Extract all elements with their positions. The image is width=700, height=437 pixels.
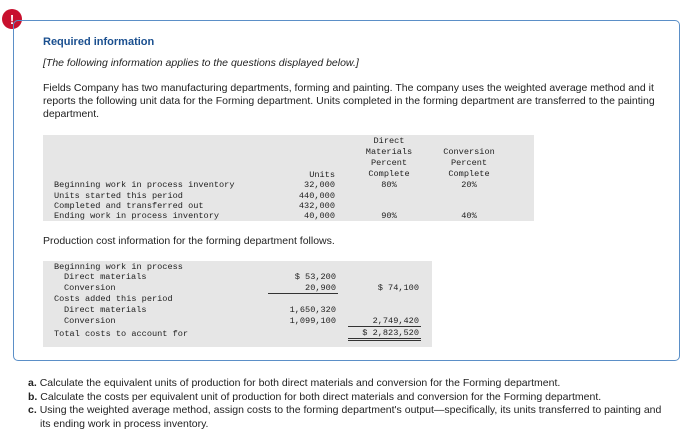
questions-list — [28, 377, 668, 431]
total-costs-label: Total costs to account for — [54, 329, 189, 339]
beginning-wip-label: Beginning work in process — [54, 262, 183, 272]
total-rule-1 — [348, 338, 421, 339]
add-conv-label: Conversion — [64, 316, 116, 326]
question-letter: b. — [28, 390, 38, 403]
question-b — [28, 391, 668, 405]
row-units: 40,000 — [304, 211, 335, 221]
header-conv-2: Percent — [450, 158, 488, 168]
cost-section-label: Production cost information for the forming department follows. — [43, 235, 335, 247]
question-letter: a. — [28, 377, 37, 389]
question-c — [28, 404, 668, 431]
row-conv: 40% — [461, 211, 477, 221]
question-text: Calculate the equivalent units of production for both direct materials and conversion for the Forming department. — [39, 377, 561, 389]
add-total-value: 2,749,420 — [372, 316, 419, 326]
row-dm: 90% — [381, 211, 397, 221]
total-costs-value: $ 2,823,520 — [362, 328, 419, 338]
question-letter: c. — [28, 404, 37, 416]
beg-dm-label: Direct materials — [64, 272, 147, 282]
row-dm: 80% — [381, 180, 397, 190]
row-label: Beginning work in process inventory — [54, 180, 235, 190]
row-units: 432,000 — [298, 201, 335, 211]
row-label: Units started this period — [54, 191, 183, 201]
add-dm-label: Direct materials — [64, 305, 147, 315]
header-conv-3: Complete — [448, 169, 490, 179]
header-dm-2: Materials — [365, 147, 413, 157]
beg-subtotal-rule — [268, 293, 338, 294]
row-label: Completed and transferred out — [54, 201, 204, 211]
add-total-rule — [348, 326, 421, 327]
header-dm-1: Direct — [373, 136, 405, 146]
add-conv-value: 1,099,100 — [289, 316, 336, 326]
required-information-title: Required information — [43, 36, 155, 48]
added-label: Costs added this period — [54, 294, 173, 304]
header-dm-3: Percent — [370, 158, 408, 168]
row-units: 440,000 — [298, 191, 335, 201]
header-conv-1: Conversion — [443, 147, 495, 157]
row-label: Ending work in process inventory — [54, 211, 220, 221]
question-a — [28, 377, 668, 391]
add-dm-value: 1,650,320 — [289, 305, 336, 315]
required-information-card — [13, 20, 680, 361]
row-units: 32,000 — [304, 180, 335, 190]
beg-total-value: $ 74,100 — [377, 283, 419, 293]
total-rule-2 — [348, 340, 421, 341]
header-units: Units — [309, 170, 335, 180]
question-text: Calculate the costs per equivalent unit of production for both direct materials and conversion for the Forming department. — [40, 390, 602, 403]
intro-paragraph: Fields Company has two manufacturing departments, forming and painting. The company uses the weighted average method and it reports the following unit data for the Forming department. Units completed in the forming department are transferred to the painting department. — [43, 82, 655, 120]
question-text: Using the weighted average method, assign costs to the forming department's output—specifically, its units transferred to painting and its ending work in process inventory. — [39, 404, 662, 430]
row-conv: 20% — [461, 180, 477, 190]
beg-conv-label: Conversion — [64, 283, 116, 293]
beg-dm-value: $ 53,200 — [294, 272, 336, 282]
applies-note: [The following information applies to the questions displayed below.] — [43, 57, 359, 69]
alert-icon: ! — [2, 9, 22, 29]
beg-conv-value: 20,900 — [305, 283, 336, 293]
header-dm-4: Complete — [368, 169, 410, 179]
